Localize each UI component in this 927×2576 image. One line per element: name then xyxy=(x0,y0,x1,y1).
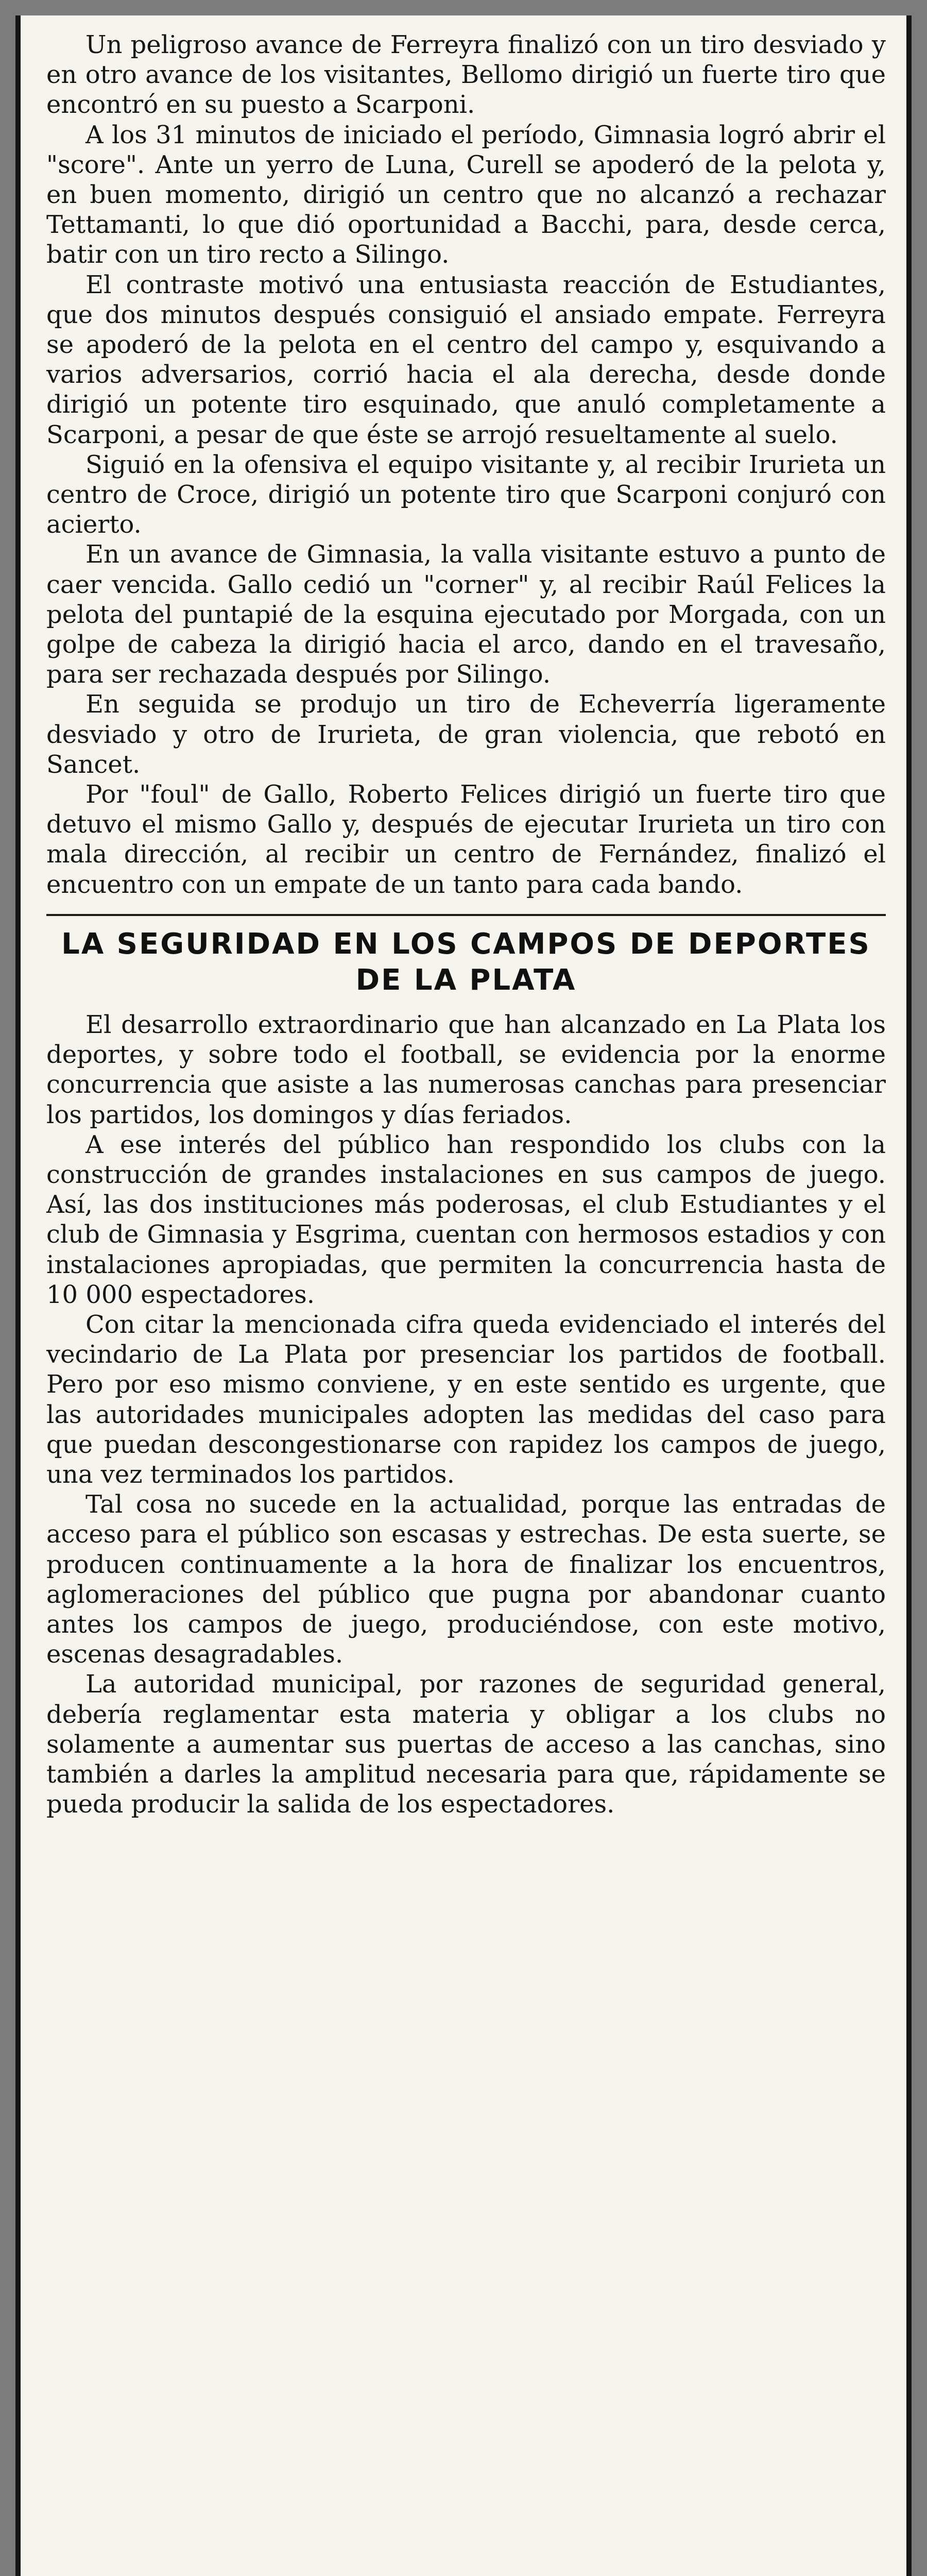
left-column-rule xyxy=(15,15,21,2576)
newspaper-clipping xyxy=(15,15,912,2576)
paragraph: Por "foul" de Gallo, Roberto Felices dirigió un fuerte tiro que detuvo el mismo Gallo y, después de ejecutar Irurieta un tiro con mala dirección, al recibir un centro de Fernández, finalizó el encuentro con un empate de un tanto para cada bando. xyxy=(46,780,886,899)
paragraph: A ese interés del público han respondido los clubs con la construcción de grandes instalaciones en sus campos de juego. Así, las dos instituciones más poderosas, el club Estudiantes y el club de Gimnasia y Esgrima, cuentan con hermosos estadios y con instalaciones apropiadas, que permiten la concurrencia hasta de 10 000 espectadores. xyxy=(46,1130,886,1309)
paragraph: El desarrollo extraordinario que han alcanzado en La Plata los deportes, y sobre todo el football, se evidencia por la enorme concurrencia que asiste a las numerosas canchas para presenciar los partidos, los domingos y días feriados. xyxy=(46,1010,886,1129)
match-report-section xyxy=(46,30,886,900)
paragraph: En un avance de Gimnasia, la valla visitante estuvo a punto de caer vencida. Gallo cedió un "corner" y, al recibir Raúl Felices la pelota del puntapié de la esquina ejecutado por Morgada, con un golpe de cabeza la dirigió hacia el arco, dando en el travesaño, para ser rechazada después por Silingo. xyxy=(46,540,886,689)
right-column-rule xyxy=(906,15,912,2576)
paragraph: Siguió en la ofensiva el equipo visitante y, al recibir Irurieta un centro de Croce, dirigió un potente tiro que Scarponi conjuró con acierto. xyxy=(46,450,886,539)
paragraph: A los 31 minutos de iniciado el período, Gimnasia logró abrir el "score". Ante un yerro de Luna, Curell se apoderó de la pelota y, en buen momento, dirigió un centro que no alcanzó a rechazar Tettamanti, lo que dió oportunidad a Bacchi, para, desde cerca, batir con un tiro recto a Silingo. xyxy=(46,120,886,269)
paragraph: En seguida se produjo un tiro de Echeverría ligeramente desviado y otro de Irurieta, de gran violencia, que rebotó en Sancet. xyxy=(46,690,886,779)
section-heading: LA SEGURIDAD EN LOS CAMPOS DE DEPORTES DE LA PLATA xyxy=(46,914,886,998)
paragraph: El contraste motivó una entusiasta reacción de Estudiantes, que dos minutos después consiguió el ansiado empate. Ferreyra se apoderó de la pelota en el centro del campo y, esquivando a varios adversarios, corrió hacia el ala derecha, desde donde dirigió un potente tiro esquinado, que anuló completamente a Scarponi, a pesar de que éste se arrojó resueltamente al suelo. xyxy=(46,270,886,449)
security-report-section xyxy=(46,1010,886,1819)
paragraph: Tal cosa no sucede en la actualidad, porque las entradas de acceso para el público son escasas y estrechas. De esta suerte, se producen continuamente a la hora de finalizar los encuentros, aglomeraciones del público que pugna por abandonar cuanto antes los campos de juego, produciéndose, con este motivo, escenas desagradables. xyxy=(46,1490,886,1669)
paragraph: Un peligroso avance de Ferreyra finalizó con un tiro desviado y en otro avance de los visitantes, Bellomo dirigió un fuerte tiro que encontró en su puesto a Scarponi. xyxy=(46,30,886,120)
article-column xyxy=(46,30,886,1819)
paragraph: La autoridad municipal, por razones de seguridad general, debería reglamentar esta materia y obligar a los clubs no solamente a aumentar sus puertas de acceso a las canchas, sino también a darles la amplitud necesaria para que, rápidamente se pueda producir la salida de los espectadores. xyxy=(46,1670,886,1819)
paragraph: Con citar la mencionada cifra queda evidenciado el interés del vecindario de La Plata por presenciar los partidos de football. Pero por eso mismo conviene, y en este sentido es urgente, que las autoridades municipales adopten las medidas del caso para que puedan descongestionarse con rapidez los campos de juego, una vez terminados los partidos. xyxy=(46,1310,886,1489)
